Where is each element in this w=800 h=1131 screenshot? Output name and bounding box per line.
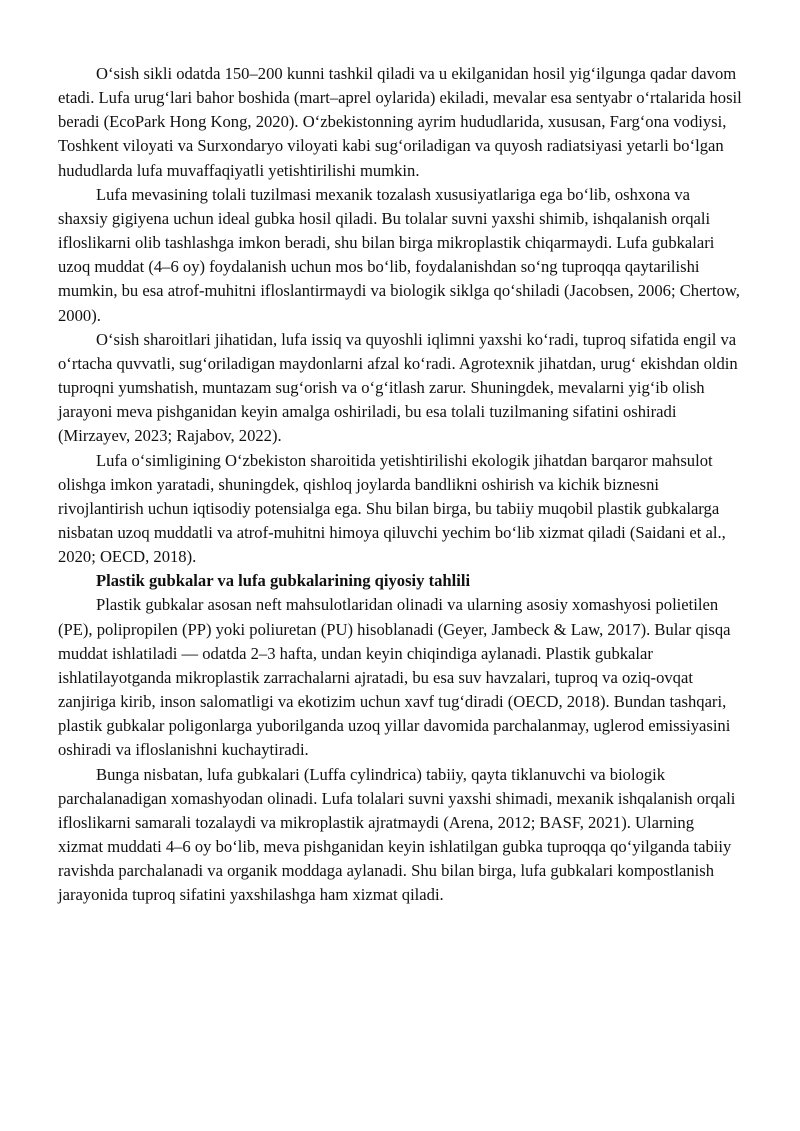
paragraph-economic-potential: Lufa o‘simligining O‘zbekiston sharoitida yetishtirilishi ekologik jihatdan barqaror mahsulot olishga imkon yaratadi, shuningdek, qishloq joylarda bandlikni oshirish va kichik biznesni rivojlantirish uchun iqtisodiy potensialga ega. Shu bilan birga, bu tabiiy muqobil plastik gubkalarga nisbatan uzoq muddatli va atrof-muhitni himoya qiluvchi yechim bo‘lib xizmat qiladi (Saidani et al., 2020; OECD, 2018).: [58, 450, 726, 567]
document-page: [58, 62, 742, 907]
paragraph-plastic-sponges: Plastik gubkalar asosan neft mahsulotlaridan olinadi va ularning asosiy xomashyosi polietilen (PE), polipropilen (PP) yoki poliuretan (PU) hisoblanadi (Geyer, Jambeck & Law, 2017). Bular qisqa muddat ishlatiladi — odatda 2–3 hafta, undan keyin chiqindiga aylanadi. Plastik gubkalar ishlatilayotganda mikroplastik zarrachalarni ajratadi, bu esa suv havzalari, tuproq va oziq-ovqat zanjiriga kirib, inson salomatligi va ekotizim uchun xavf tug‘diradi (OECD, 2018). Bundan tashqari, plastik gubkalar poligonlarga yuborilganda uzoq yillar davomida parchalanmay, uglerod emissiyasini oshiradi va ifloslanishni kuchaytiradi.: [58, 595, 731, 760]
paragraph-growth-conditions: O‘sish sharoitlari jihatidan, lufa issiq va quyoshli iqlimni yaxshi ko‘radi, tuproq sifatida engil va o‘rtacha quvvatli, sug‘oriladigan maydonlarni afzal ko‘radi. Agrotexnik jihatdan, urug‘ ekishdan oldin tuproqni yumshatish, muntazam sug‘orish va o‘g‘itlash zarur. Shuningdek, mevalarni yig‘ib olish jarayoni meva pishganidan keyin amalga oshiriladi, bu esa tolali tuzilmaning sifatini oshiradi (Mirzayev, 2023; Rajabov, 2022).: [58, 329, 738, 446]
paragraph-growth-cycle: O‘sish sikli odatda 150–200 kunni tashkil qiladi va u ekilganidan hosil yig‘ilgunga qadar davom etadi. Lufa urug‘lari bahor boshida (mart–aprel oylarida) ekiladi, mevalar esa sentyabr o‘rtalarida hosil beradi (EcoPark Hong Kong, 2020). O‘zbekistonning ayrim hududlarida, xususan, Farg‘ona vodiysi, Toshkent viloyati va Surxondaryo viloyati kabi sug‘oriladigan va quyosh radiatsiyasi yetarli bo‘lgan hududlarda lufa muvaffaqiyatli yetishtirilishi mumkin.: [58, 64, 742, 180]
section-heading: Plastik gubkalar va lufa gubkalarining qiyosiy tahlili: [96, 571, 471, 591]
paragraph-luffa-sponges: Bunga nisbatan, lufa gubkalari (Luffa cylindrica) tabiiy, qayta tiklanuvchi va biologik parchalanadigan xomashyodan olinadi. Lufa tolalari suvni yaxshi shimadi, mexanik ishqalanish orqali ifloslikarni samarali tozalaydi va mikroplastik ajratmaydi (Arena, 2012; BASF, 2021). Ularning xizmat muddati 4–6 oy bo‘lib, meva pishganidan keyin ishlatilgan gubka tuproqqa qo‘yilganda tabiiy ravishda parchalanadi va organik moddaga aylanadi. Shu bilan birga, lufa gubkalari kompostlanish jarayonida tuproq sifatini yaxshilashga ham xizmat qiladi.: [58, 764, 736, 905]
paragraph-fiber-structure: Lufa mevasining tolali tuzilmasi mexanik tozalash xususiyatlariga ega bo‘lib, oshxona va shaxsiy gigiyena uchun ideal gubka hosil qiladi. Bu tolalar suvni yaxshi shimib, ishqalanish orqali ifloslikarni olib tashlashga imkon beradi, shu bilan birga mikroplastik chiqarmaydi. Lufa gubkalari uzoq muddat (4–6 oy) foydalanish uchun mos bo‘lib, foydalanishdan so‘ng tuproqqa qaytarilishi mumkin, bu esa atrof-muhitni ifloslantirmaydi va biologik siklga qo‘shiladi (Jacobsen, 2006; Chertow, 2000).: [58, 184, 740, 325]
